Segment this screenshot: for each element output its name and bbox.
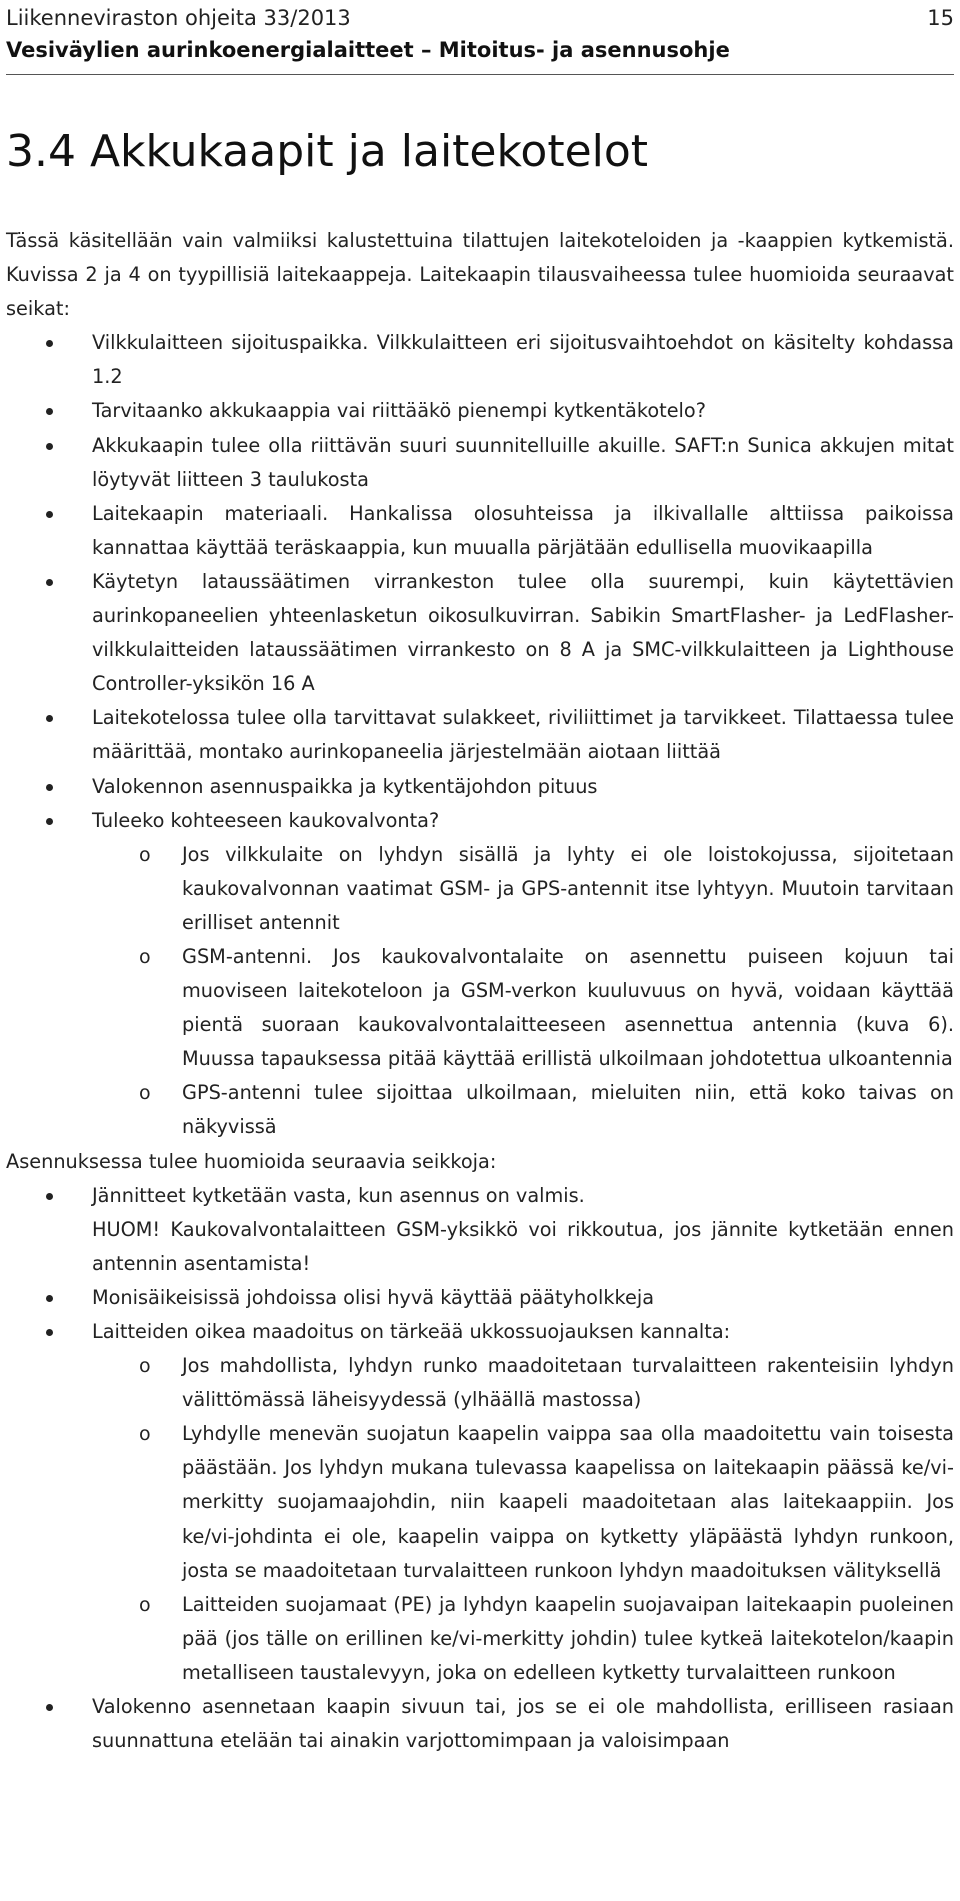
list-item: Käytetyn lataussäätimen virrankeston tulee olla suurempi, kuin käytettävien aurinkopaneelien yhteenlasketun oikosulkuvirran. Sabikin SmartFlasher- ja LedFlasher-vilkkulaitteiden lataussäätimen virrankesto on 8 A ja SMC-vilkkulaitteen ja Lighthouse Controller-yksikön 16 A [6, 565, 954, 701]
sub-list-text: Lyhdylle menevän suojatun kaapelin vaippa saa olla maadoitettu vain toisesta päästään. Jos lyhdyn mukana tulevassa kaapelissa on laitekaapin päässä ke/vi-merkitty suojamaajohdin, niin kaapeli maadoitetaan alas laitekaappiin. Jos ke/vi-johdinta ei ole, kaapelin vaippa on kytketty yläpäästä lyhdyn runkoon, josta se maadoitetaan turvalaitteen runkoon lyhdyn maadoituksen välityksellä [182, 1422, 954, 1582]
list-item: Valokenno asennetaan kaapin sivuun tai, jos se ei ole mahdollista, erilliseen rasiaan suunnattuna etelään tai ainakin varjottomimpaan ja valoisimpaan [6, 1690, 954, 1758]
section-body [6, 224, 954, 1758]
sub-list-item [6, 1076, 954, 1144]
list-item: Tarvitaanko akkukaappia vai riittääkö pienempi kytkentäkotelo? [6, 394, 954, 428]
sub-list-text: GPS-antenni tulee sijoittaa ulkoilmaan, mieluiten niin, että koko taivas on näkyvissä [182, 1081, 954, 1139]
sub-list-item [6, 838, 954, 940]
list-item: Laitekotelossa tulee olla tarvittavat sulakkeet, riviliittimet ja tarvikkeet. Tilattaessa tulee määrittää, montako aurinkopaneelia järjestelmään aiotaan liittää [6, 701, 954, 769]
sub-bullet: o [139, 945, 151, 968]
sub-bullet: o [139, 843, 151, 866]
sub-list-text: Jos mahdollista, lyhdyn runko maadoitetaan turvalaitteen rakenteisiin lyhdyn välittömässä läheisyydessä (ylhäällä mastossa) [182, 1354, 954, 1412]
document-series: Liikenneviraston ohjeita 33/2013 [6, 6, 351, 30]
sub-list-item [6, 1588, 954, 1690]
sub-list-item [6, 1349, 954, 1417]
list-item: Monisäikeisissä johdoissa olisi hyvä käyttää päätyholkkeja [6, 1281, 954, 1315]
sub-list-text: GSM-antenni. Jos kaukovalvontalaite on asennettu puiseen kojuun tai muoviseen laitekoteloon ja GSM-verkon kuuluvuus on hyvä, voidaan käyttää pientä suoraan kaukovalvontalaitteeseen asennettua antennia (kuva 6). Muussa tapauksessa pitää käyttää erillistä ulkoilmaan johdotettua ulkoantennia [182, 944, 954, 1071]
installation-checklist [6, 1179, 954, 1759]
sub-bullet: o [139, 1355, 151, 1378]
warning-note: HUOM! Kaukovalvontalaitteen GSM-yksikkö voi rikkoutua, jos jännite kytketään ennen antennin asentamista! [92, 1217, 954, 1275]
sub-list-text: Laitteiden suojamaat (PE) ja lyhdyn kaapelin suojavaipan laitekaapin puoleinen pää (jos tälle on erillinen ke/vi-merkitty johdin) tulee kytkeä laitekotelon/kaapin metalliseen taustalevyyn, joka on edelleen kytketty turvalaitteen runkoon [182, 1592, 954, 1684]
page-number: 15 [927, 6, 954, 30]
list-item: Laitteiden oikea maadoitus on tärkeää ukkossuojauksen kannalta: [6, 1315, 954, 1349]
list-item: Valokennon asennuspaikka ja kytkentäjohdon pituus [6, 770, 954, 804]
header-rule [6, 74, 954, 75]
section-heading: 3.4 Akkukaapit ja laitekotelot [6, 126, 649, 177]
running-header [6, 2, 954, 66]
document-title: Vesiväylien aurinkoenergialaitteet – Mitoitus- ja asennusohje [6, 38, 730, 62]
sub-list-text: Jos vilkkulaite on lyhdyn sisällä ja lyhty ei ole loistokojussa, sijoitetaan kaukovalvonnan vaatimat GSM- ja GPS-antennit itse lyhtyyn. Muutoin tarvitaan erilliset antennit [182, 842, 954, 934]
sub-list-item [6, 1417, 954, 1587]
list-item: Tuleeko kohteeseen kaukovalvonta? [6, 804, 954, 838]
sub-list-item [6, 940, 954, 1076]
intro-paragraph: Tässä käsitellään vain valmiiksi kalustettuina tilattujen laitekoteloiden ja -kaappien kytkemistä. Kuvissa 2 ja 4 on tyypillisiä laitekaappeja. Laitekaapin tilausvaiheessa tulee huomioida seuraavat seikat: [6, 229, 954, 321]
list-item: Laitekaapin materiaali. Hankalissa olosuhteissa ja ilkivallalle alttiissa paikoissa kannattaa käyttää teräskaappia, kun muualla pärjätään edullisella muovikaapilla [6, 497, 954, 565]
list-item: Vilkkulaitteen sijoituspaikka. Vilkkulaitteen eri sijoitusvaihtoehdot on käsitelty kohdassa 1.2 [6, 326, 954, 394]
list-item: Jännitteet kytketään vasta, kun asennus on valmis. [6, 1179, 954, 1213]
sub-bullet: o [139, 1593, 151, 1616]
installation-intro: Asennuksessa tulee huomioida seuraavia seikkoja: [6, 1149, 497, 1173]
sub-bullet: o [139, 1082, 151, 1105]
list-item: Akkukaapin tulee olla riittävän suuri suunnitelluille akuille. SAFT:n Sunica akkujen mitat löytyvät liitteen 3 taulukosta [6, 429, 954, 497]
ordering-checklist [6, 326, 954, 1144]
sub-bullet: o [139, 1423, 151, 1446]
